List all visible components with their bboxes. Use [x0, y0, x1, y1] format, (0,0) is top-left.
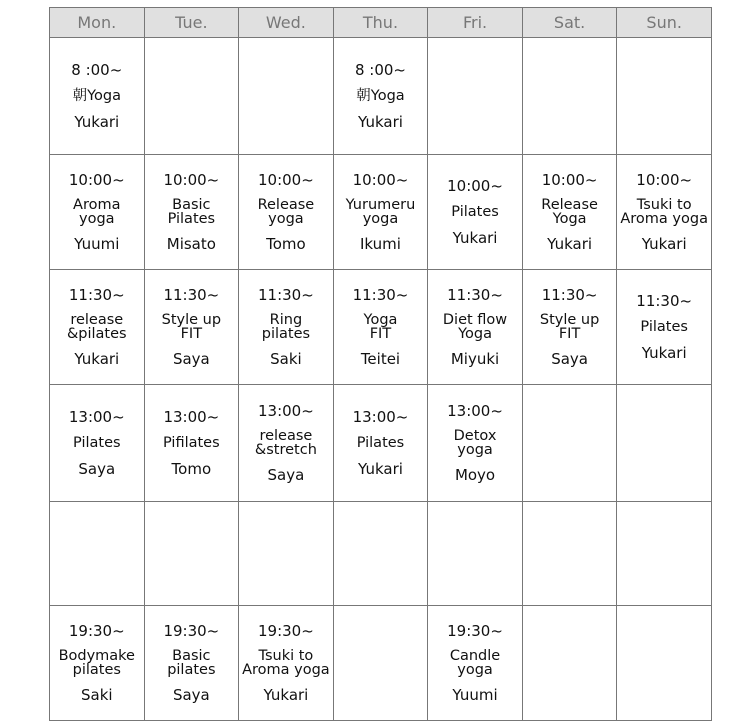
class-time: 11:30~ [352, 286, 409, 304]
class-instructor: Yukari [452, 229, 498, 247]
class-name: release &pilates [66, 311, 127, 342]
class-instructor: Saya [267, 466, 305, 484]
class-time: 10:00~ [258, 171, 314, 189]
empty-slot [144, 38, 239, 155]
class-cell-fri [428, 606, 523, 721]
day-header-tue: Tue. [144, 8, 239, 38]
class-entry [50, 408, 144, 478]
class-cell-sat [522, 155, 617, 270]
empty-slot [522, 502, 617, 606]
class-time: 10:00~ [163, 171, 220, 189]
class-instructor: Saya [172, 686, 210, 704]
class-time: 13:00~ [68, 408, 125, 426]
class-cell-thu [333, 38, 428, 155]
class-name: Bodymake pilates [58, 647, 135, 678]
time-slot-row [50, 155, 712, 270]
empty-slot [522, 606, 617, 721]
class-time: 11:30~ [447, 286, 503, 304]
schedule-body [50, 38, 712, 721]
class-name: release &stretch [254, 427, 317, 458]
class-cell-mon [50, 606, 145, 721]
class-cell-sat [522, 270, 617, 385]
class-time: 11:30~ [258, 286, 314, 304]
class-entry [50, 171, 144, 253]
class-cell-sun [617, 155, 712, 270]
class-entry [239, 171, 333, 253]
class-time: 19:30~ [68, 622, 125, 640]
class-entry [617, 171, 711, 253]
class-instructor: Yukari [358, 460, 403, 478]
class-name: Candle yoga [449, 647, 501, 678]
class-instructor: Yukari [74, 113, 120, 131]
class-name: Basic Pilates [167, 196, 216, 227]
empty-slot [333, 606, 428, 721]
class-time: 10:00~ [447, 177, 503, 195]
day-header-mon: Mon. [50, 8, 145, 38]
class-entry [428, 177, 522, 247]
class-time: 19:30~ [163, 622, 220, 640]
class-name: Release Yoga [541, 196, 598, 227]
empty-slot [239, 502, 334, 606]
class-name: Style up FIT [539, 311, 600, 342]
class-cell-mon [50, 155, 145, 270]
empty-slot [617, 502, 712, 606]
class-cell-tue [144, 155, 239, 270]
class-time: 10:00~ [636, 171, 693, 189]
empty-slot [617, 385, 712, 502]
class-instructor: Teitei [360, 350, 401, 368]
class-instructor: Miyuki [450, 350, 500, 368]
class-cell-mon [50, 38, 145, 155]
day-header-fri: Fri. [428, 8, 523, 38]
class-name: Basic pilates [167, 647, 216, 678]
class-instructor: Yukari [358, 113, 403, 131]
class-instructor: Moyo [454, 466, 496, 484]
class-instructor: Tomo [266, 235, 306, 253]
class-cell-sun [617, 270, 712, 385]
class-entry [50, 61, 144, 131]
empty-slot [617, 38, 712, 155]
empty-slot [50, 502, 145, 606]
class-time: 11:30~ [163, 286, 220, 304]
class-name: Pilates [640, 318, 688, 335]
class-entry [428, 622, 522, 704]
class-entry [334, 408, 428, 478]
class-entry [617, 292, 711, 362]
class-cell-thu [333, 270, 428, 385]
class-time: 19:30~ [258, 622, 314, 640]
class-entry [145, 622, 239, 704]
class-cell-thu [333, 155, 428, 270]
class-time: 10:00~ [352, 171, 409, 189]
class-time: 11:30~ [541, 286, 598, 304]
class-instructor: Saya [78, 460, 116, 478]
class-name: Yoga FIT [363, 311, 398, 342]
day-header-sat: Sat. [522, 8, 617, 38]
class-name: Release yoga [257, 196, 315, 227]
class-time: 8 :00~ [354, 61, 406, 79]
class-entry [50, 622, 144, 704]
day-header-wed: Wed. [239, 8, 334, 38]
class-instructor: Saya [172, 350, 210, 368]
class-entry [428, 402, 522, 484]
class-name: Diet flow Yoga [442, 311, 508, 342]
class-time: 13:00~ [447, 402, 503, 420]
class-cell-wed [239, 155, 334, 270]
weekly-class-schedule [49, 7, 712, 721]
day-header-thu: Thu. [333, 8, 428, 38]
class-time: 13:00~ [258, 402, 314, 420]
class-cell-wed [239, 385, 334, 502]
class-instructor: Yukari [74, 350, 120, 368]
class-entry [334, 171, 428, 253]
empty-slot [144, 502, 239, 606]
class-entry [145, 171, 239, 253]
class-name: Pilates [451, 203, 499, 220]
class-cell-wed [239, 270, 334, 385]
class-instructor: Yuumi [452, 686, 498, 704]
class-name: Tsuki to Aroma yoga [620, 196, 708, 227]
class-entry [239, 402, 333, 484]
class-name: Pilates [73, 434, 121, 451]
class-cell-fri [428, 270, 523, 385]
class-name: Pifilates [163, 434, 220, 451]
class-time: 8 :00~ [71, 61, 123, 79]
class-entry [334, 61, 428, 131]
class-cell-tue [144, 385, 239, 502]
class-name: 朝Yoga [72, 87, 121, 104]
time-slot-row [50, 606, 712, 721]
time-slot-row [50, 270, 712, 385]
class-time: 19:30~ [447, 622, 503, 640]
class-name: Style up FIT [161, 311, 222, 342]
class-cell-fri [428, 155, 523, 270]
class-cell-wed [239, 606, 334, 721]
class-instructor: Yuumi [74, 235, 120, 253]
class-entry [523, 171, 617, 253]
class-instructor: Saya [551, 350, 588, 368]
class-instructor: Yukari [641, 344, 687, 362]
class-time: 11:30~ [636, 292, 693, 310]
class-instructor: Ikumi [360, 235, 401, 253]
class-entry [50, 286, 144, 368]
class-entry [334, 286, 428, 368]
class-instructor: Saki [270, 350, 302, 368]
empty-slot [428, 38, 523, 155]
class-name: Yurumeru yoga [345, 196, 416, 227]
class-instructor: Tomo [171, 460, 212, 478]
class-time: 13:00~ [352, 408, 409, 426]
class-cell-thu [333, 385, 428, 502]
class-entry [145, 286, 239, 368]
class-time: 10:00~ [541, 171, 598, 189]
class-entry [239, 622, 333, 704]
empty-slot [617, 606, 712, 721]
day-header-row [50, 8, 712, 38]
day-header-sun: Sun. [617, 8, 712, 38]
class-entry [428, 286, 522, 368]
class-name: Pilates [356, 434, 405, 451]
class-instructor: Misato [166, 235, 216, 253]
class-cell-fri [428, 385, 523, 502]
empty-slot [333, 502, 428, 606]
class-time: 11:30~ [68, 286, 125, 304]
class-instructor: Yukari [641, 235, 687, 253]
time-slot-row [50, 385, 712, 502]
empty-slot [522, 385, 617, 502]
time-slot-row [50, 502, 712, 606]
class-entry [145, 408, 239, 478]
class-entry [239, 286, 333, 368]
class-cell-tue [144, 606, 239, 721]
class-entry [523, 286, 617, 368]
class-name: 朝Yoga [356, 87, 405, 104]
class-name: Detox yoga [453, 427, 497, 458]
empty-slot [239, 38, 334, 155]
class-cell-mon [50, 385, 145, 502]
class-cell-mon [50, 270, 145, 385]
class-instructor: Yukari [263, 686, 309, 704]
class-instructor: Yukari [547, 235, 593, 253]
class-name: Tsuki to Aroma yoga [242, 647, 330, 678]
class-name: Ring pilates [261, 311, 311, 342]
time-slot-row [50, 38, 712, 155]
class-cell-tue [144, 270, 239, 385]
empty-slot [522, 38, 617, 155]
class-time: 13:00~ [163, 408, 220, 426]
empty-slot [428, 502, 523, 606]
class-name: Aroma yoga [73, 196, 121, 227]
class-instructor: Saki [80, 686, 113, 704]
class-time: 10:00~ [68, 171, 125, 189]
